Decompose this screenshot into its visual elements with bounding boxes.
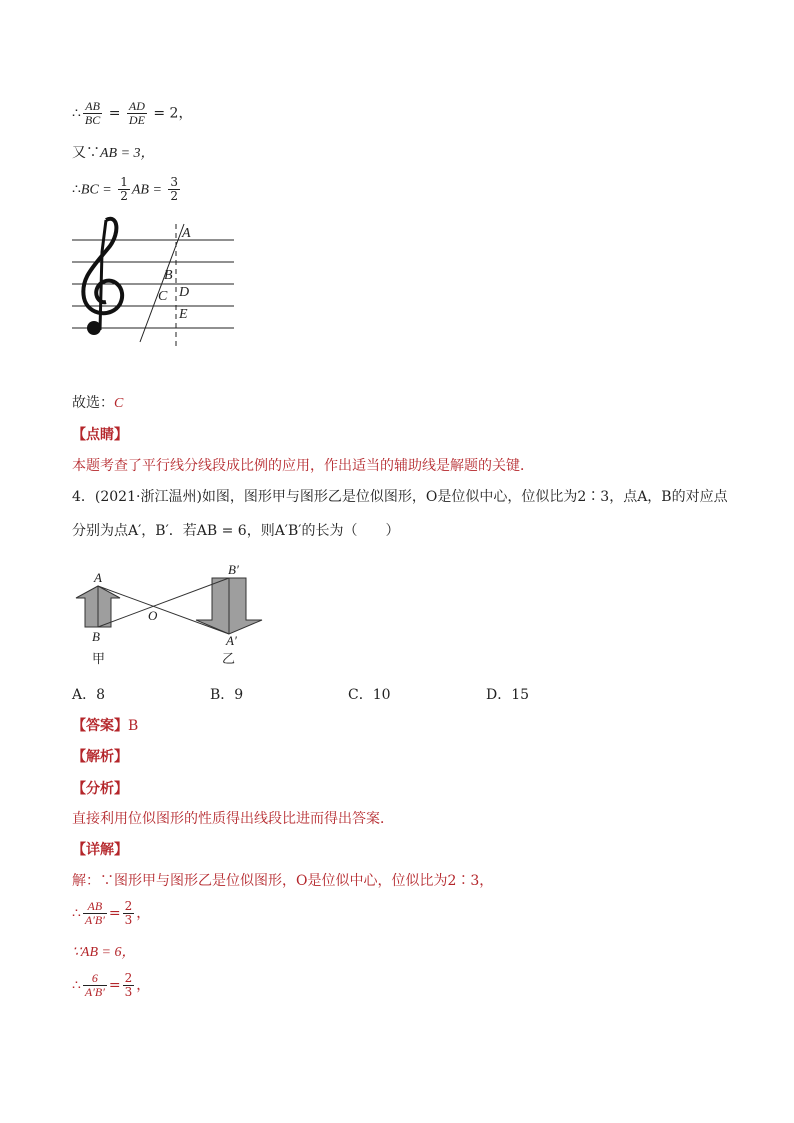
denominator: 3 (124, 985, 133, 999)
equals: = (108, 905, 121, 922)
step-1-equation (72, 100, 192, 127)
fenxi-tag: 【分析】 (72, 781, 128, 797)
label-b: B (164, 268, 173, 283)
treble-clef-icon (83, 219, 122, 335)
option-b: B．9 (210, 687, 244, 703)
solution-step-3 (72, 972, 150, 999)
bc-lhs: BC = (80, 182, 112, 198)
numerator: 6 (83, 972, 107, 986)
equation-rest: = 2， (153, 105, 193, 122)
homothety-figure (72, 560, 272, 670)
line-a-to-a-prime (98, 586, 229, 634)
staff-lines (72, 240, 234, 328)
xiangjie-text: 解：∵图形甲与图形乙是位似图形，O是位似中心，位似比为2∶3， (72, 873, 494, 889)
label-b: B (92, 629, 100, 644)
fenxi-text: 直接利用位似图形的性质得出线段比进而得出答案． (72, 811, 394, 827)
solution-step-2: ∵AB = 6， (72, 945, 136, 960)
ab-mid: AB = (131, 182, 162, 198)
option-a: A．8 (72, 687, 106, 703)
denominator: 2 (170, 189, 179, 203)
jiexi-tag: 【解析】 (72, 749, 128, 765)
label-d: D (179, 285, 190, 300)
fraction-ab-bc (83, 100, 102, 127)
step-3-result (72, 176, 182, 203)
numerator: AB (83, 900, 107, 914)
denominator: A′B′ (84, 913, 105, 927)
fraction-three-halves (168, 176, 180, 203)
comma: ， (136, 977, 151, 994)
label-a: A (182, 226, 191, 241)
numerator: 1 (120, 175, 128, 189)
because-prefix: 又∵ (72, 145, 100, 161)
fraction-two-thirds (123, 900, 135, 927)
label-a: A (94, 570, 102, 585)
label-c: C (158, 289, 168, 304)
transversal-line (140, 224, 184, 342)
question-4-line-1: 4．(2021·浙江温州)如图，图形甲与图形乙是位似图形，O是位似中心，位似比为2∶3，点A，B的对应点 (72, 489, 728, 505)
comma: ， (136, 905, 151, 922)
denominator: A′B′ (84, 985, 105, 999)
label-b-prime: B′ (228, 562, 239, 577)
xiangjie-tag: 【详解】 (72, 842, 128, 858)
staff-figure (72, 212, 242, 352)
therefore-symbol: ∴ (72, 181, 81, 198)
comment-text: 本题考查了平行线分线段成比例的应用，作出适当的辅助线是解题的关键． (72, 458, 534, 474)
numerator: 3 (170, 175, 179, 189)
answer-prefix: 故选： (72, 395, 114, 411)
therefore-symbol: ∴ (72, 905, 81, 922)
answer-choice: C (114, 396, 124, 411)
numerator: 2 (124, 899, 133, 913)
fraction-two-thirds (123, 972, 135, 999)
denominator: BC (84, 113, 101, 127)
fraction-six-over-ab-prime (83, 972, 107, 999)
question-4-line-2: 分别为点A′，B′．若AB = 6，则A′B′的长为（ ） (72, 523, 400, 539)
denominator: DE (128, 113, 145, 127)
label-yi: 乙 (222, 652, 236, 667)
label-jia: 甲 (92, 652, 106, 667)
label-e: E (179, 307, 188, 322)
equals: = (108, 977, 121, 994)
answer-tag: 【答案】 (72, 718, 128, 734)
therefore-symbol: ∴ (72, 977, 81, 994)
denominator: 3 (124, 913, 133, 927)
fraction-ad-de (127, 100, 147, 127)
numerator: AD (128, 99, 145, 113)
option-c: C．10 (348, 687, 391, 703)
equals: = (108, 105, 121, 122)
fraction-ab-over-ab-prime (83, 900, 107, 927)
numerator: AB (83, 100, 102, 114)
step-2-given (72, 144, 155, 163)
therefore-symbol: ∴ (72, 105, 81, 122)
fraction-one-half (118, 176, 130, 203)
answer-value: B (128, 718, 139, 734)
previous-answer (72, 394, 123, 413)
label-o: O (148, 608, 158, 623)
denominator: 2 (120, 189, 128, 203)
option-d: D．15 (486, 687, 530, 703)
comment-tag: 【点睛】 (72, 427, 128, 443)
numerator: 2 (124, 971, 133, 985)
answer-line (72, 717, 138, 735)
given-expression: AB = 3， (100, 146, 155, 161)
label-a-prime: A′ (226, 633, 237, 648)
solution-step-1 (72, 900, 150, 927)
